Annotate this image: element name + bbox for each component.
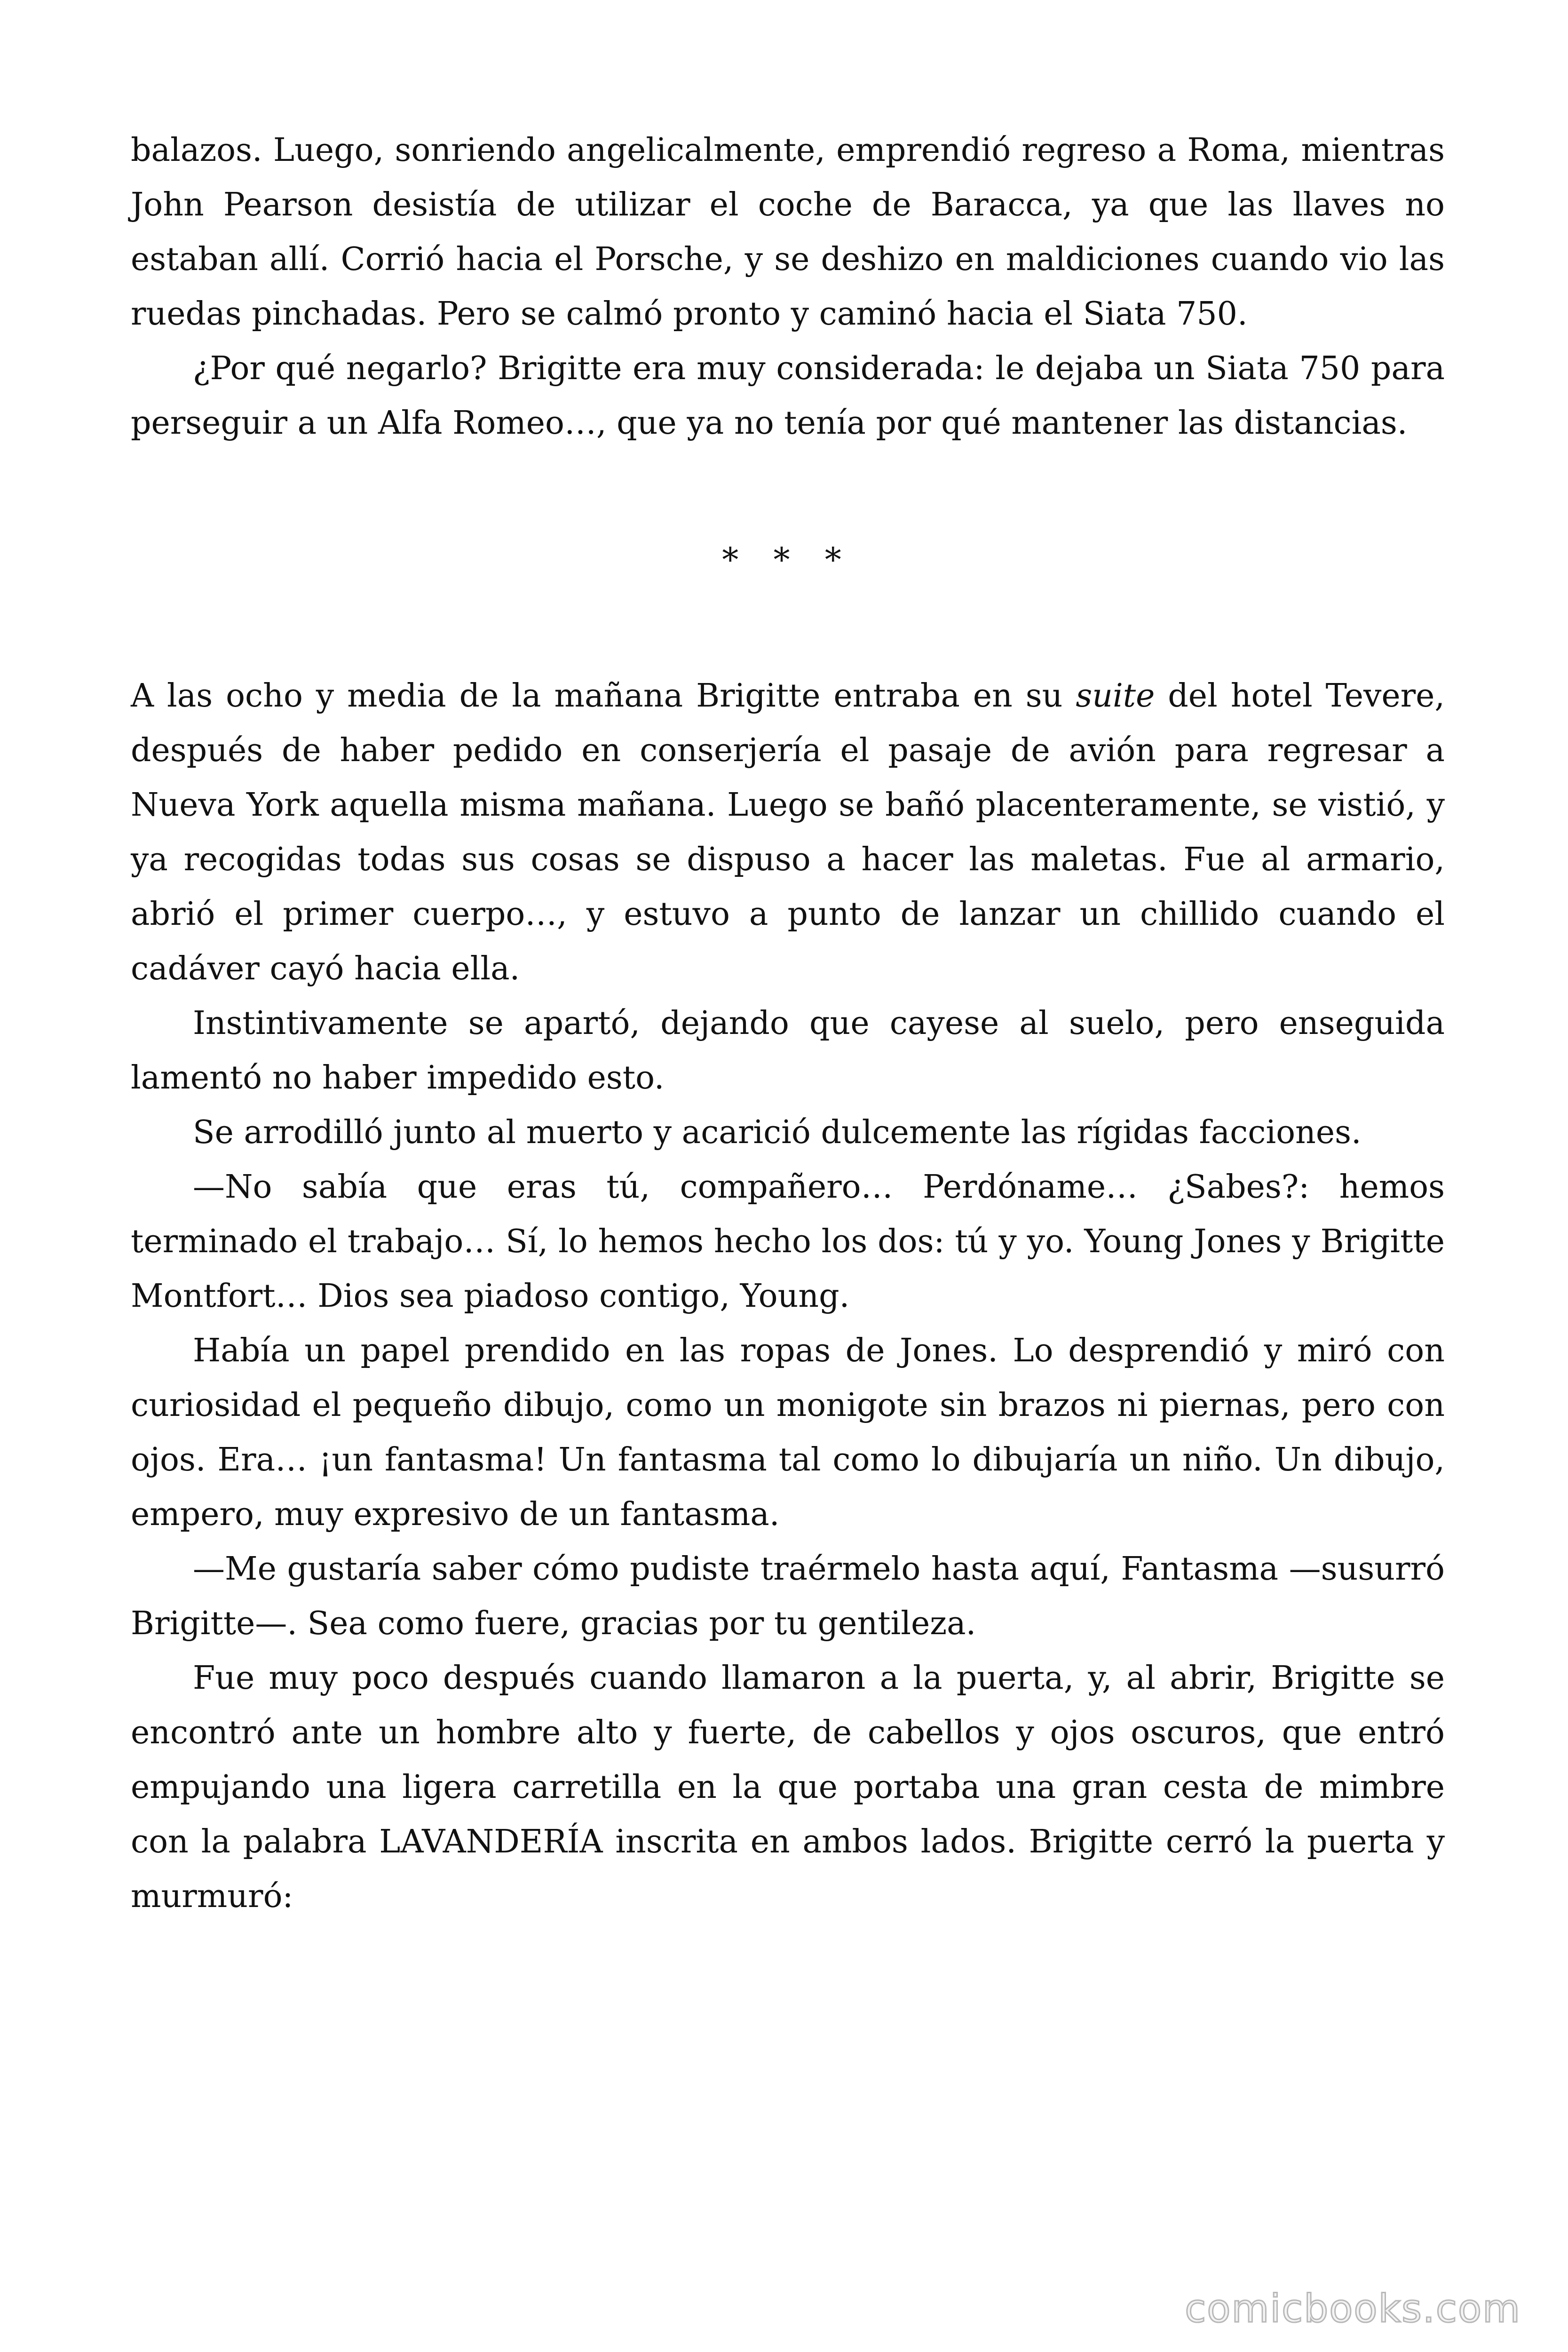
paragraph: ¿Por qué negarlo? Brigitte era muy considerada: le dejaba un Siata 750 para perseguir a un Alfa Romeo…, que ya no tenía por qué mantener las distancias.	[131, 350, 1445, 442]
paragraph: Había un papel prendido en las ropas de Jones. Lo desprendió y miró con curiosidad el pequeño dibujo, como un monigote sin brazos ni piernas, pero con ojos. Era… ¡un fantasma! Un fantasma tal como lo dibujaría un niño. Un dibujo, empero, muy expresivo de un fantasma.	[131, 1332, 1445, 1533]
text-run: A las ocho y media de la mañana Brigitte entraba en su	[131, 677, 1076, 715]
paragraph: Instintivamente se apartó, dejando que cayese al suelo, pero enseguida lamentó no haber impedido esto.	[131, 1005, 1445, 1097]
text-run: del hotel Tevere, después de haber pedido en conserjería el pasaje de avión para regresar a Nueva York aquella misma mañana. Luego se bañó placenteramente, se vistió, y ya recogidas todas sus cosas se dispuso a hacer las maletas. Fue al armario, abrió el primer cuerpo…, y estuvo a punto de lanzar un chillido cuando el cadáver cayó hacia ella.	[131, 677, 1445, 987]
paragraph: balazos. Luego, sonriendo angelicalmente, emprendió regreso a Roma, mientras John Pearson desistía de utilizar el coche de Baracca, ya que las llaves no estaban allí. Corrió hacia el Porsche, y se deshizo en maldiciones cuando vio las ruedas pinchadas. Pero se calmó pronto y caminó hacia el Siata 750.	[131, 132, 1445, 333]
paragraph: Se arrodilló junto al muerto y acarició dulcemente las rígidas facciones.	[193, 1114, 1362, 1151]
paragraph: Fue muy poco después cuando llamaron a la puerta, y, al abrir, Brigitte se encontró ante un hombre alto y fuerte, de cabellos y ojos oscuros, que entró empujando una ligera carretilla en la que portaba una gran cesta de mimbre con la palabra LAVANDERÍA inscrita en ambos lados. Brigitte cerró la puerta y murmuró:	[131, 1660, 1445, 1915]
dialogue-paragraph: —Me gustaría saber cómo pudiste traérmelo hasta aquí, Fantasma —susurró Brigitte—. Sea como fuere, gracias por tu gentileza.	[131, 1550, 1445, 1642]
section-separator: * * *	[722, 540, 854, 579]
watermark: comicbooks.com	[1185, 2287, 1521, 2331]
italic-word: suite	[1076, 677, 1155, 715]
section-opening-paragraph	[131, 669, 1445, 996]
page-text	[131, 123, 1445, 1924]
dialogue-paragraph: —No sabía que eras tú, compañero… Perdóname… ¿Sabes?: hemos terminado el trabajo… Sí, lo hemos hecho los dos: tú y yo. Young Jones y Brigitte Montfort… Dios sea piadoso contigo, Young.	[131, 1168, 1445, 1315]
